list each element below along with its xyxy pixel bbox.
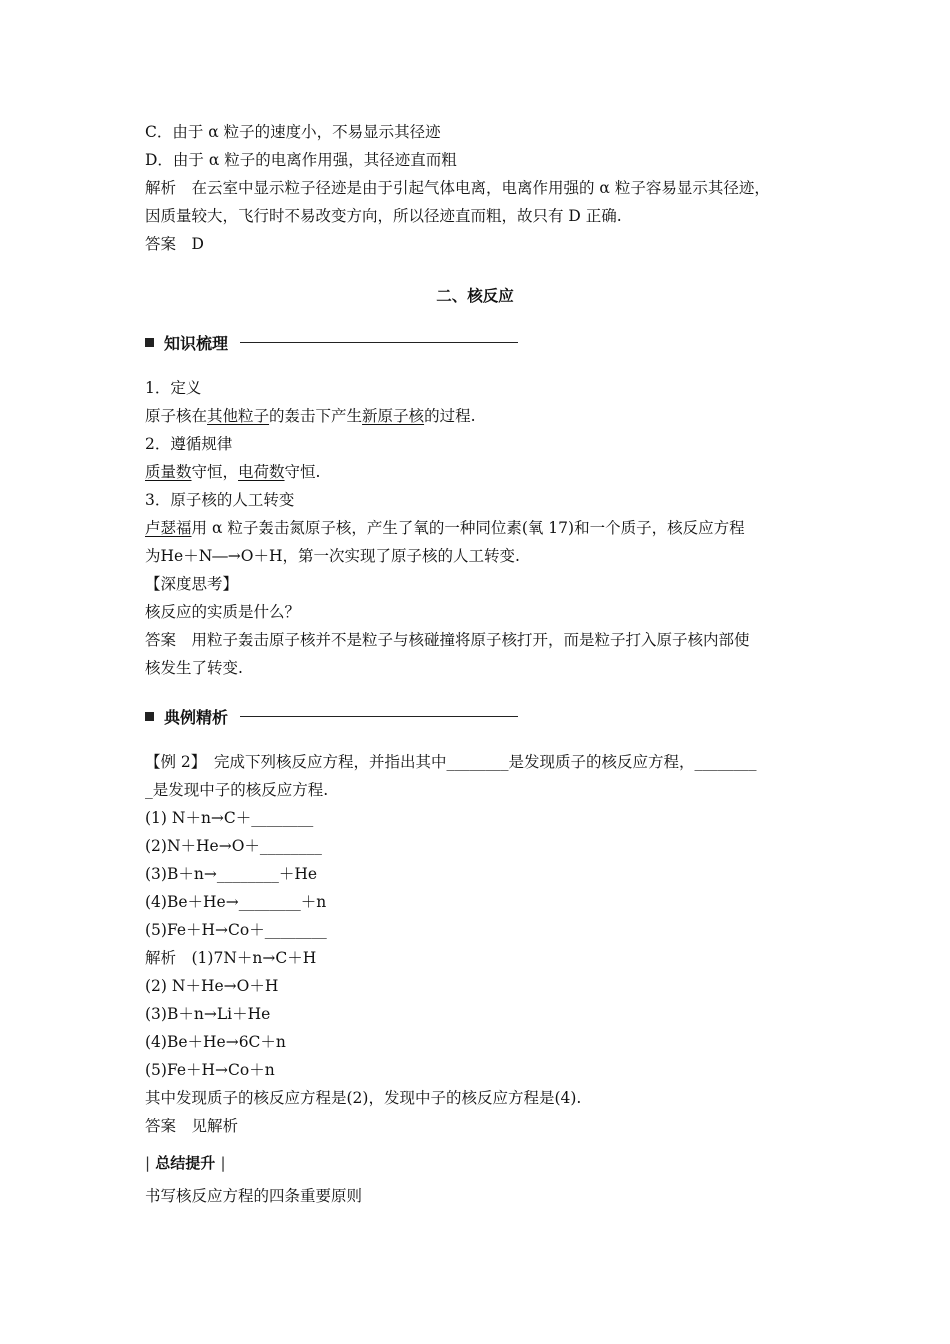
square-bullet-icon (145, 338, 154, 347)
examples-heading-label: 典例精析 (164, 707, 229, 727)
solution-4: (4)Be＋He→6C＋n (145, 1033, 286, 1051)
knowledge-heading (145, 330, 518, 354)
artificial-line-2: 为He＋N―→O＋H，第一次实现了原子核的人工转变. (145, 547, 520, 565)
option-d: D．由于 α 粒子的电离作用强，其径迹直而粗 (145, 151, 457, 169)
summary-heading (145, 1152, 226, 1173)
solution-5: (5)Fe＋H→Co＋n (145, 1061, 275, 1079)
answer-line: 答案 D (145, 235, 204, 253)
definition-pre: 原子核在 (145, 407, 208, 425)
solution-1: 解析 (1)7N＋n→C＋H (145, 949, 317, 967)
definition-title: 1．定义 (145, 379, 202, 397)
law-post: 守恒. (284, 463, 321, 481)
question-1: (1) N＋n→C＋________ (145, 809, 314, 827)
summary-bar-right: | (220, 1154, 226, 1172)
question-5: (5)Fe＋H→Co＋________ (145, 921, 327, 939)
analysis-line-1: 解析 在云室中显示粒子径迹是由于引起气体电离，电离作用强的 α 粒子容易显示其径迹， (145, 179, 770, 197)
summary-text: 书写核反应方程的四条重要原则 (145, 1187, 363, 1205)
law-underline-1: 质量数 (145, 463, 192, 481)
definition-mid: 的轰击下产生 (269, 407, 363, 425)
definition-underline-1: 其他粒子 (207, 407, 270, 425)
definition-post: 的过程. (424, 407, 476, 425)
question-3: (3)B＋n→________＋He (145, 865, 318, 883)
question-4: (4)Be＋He→________＋n (145, 893, 327, 911)
question-2: (2)N＋He→O＋________ (145, 837, 322, 855)
examples-heading (145, 704, 518, 728)
deep-think-question: 核反应的实质是什么？ (145, 603, 301, 621)
analysis-line-2: 因质量较大，飞行时不易改变方向，所以径迹直而粗，故只有 D 正确. (145, 207, 622, 225)
artificial-title: 3．原子核的人工转变 (145, 491, 295, 509)
artificial-text-1: 用 α 粒子轰击氮原子核，产生了氧的一种同位素(氧 17)和一个质子，核反应方程 (191, 519, 745, 537)
deep-think-answer-2: 核发生了转变. (145, 659, 243, 677)
law-title: 2．遵循规律 (145, 435, 233, 453)
summary-label: 总结提升 (155, 1154, 216, 1172)
knowledge-heading-label: 知识梳理 (164, 333, 229, 353)
deep-think-answer-1: 答案 用粒子轰击原子核并不是粒子与核碰撞将原子核打开，而是粒子打入原子核内部使 (145, 631, 750, 649)
option-c: C．由于 α 粒子的速度小，不易显示其径迹 (145, 123, 441, 141)
section-title: 二、核反应 (436, 287, 514, 305)
example-line-1: 【例 2】 完成下列核反应方程，并指出其中________是发现质子的核反应方程，________ (145, 753, 757, 771)
deep-think-title: 【深度思考】 (145, 575, 239, 593)
heading-rule (240, 342, 518, 343)
heading-rule (240, 716, 518, 717)
artificial-underline: 卢瑟福 (145, 519, 192, 537)
conclusion: 其中发现质子的核反应方程是(2)，发现中子的核反应方程是(4). (145, 1089, 582, 1107)
law-mid: 守恒， (191, 463, 239, 481)
square-bullet-icon (145, 712, 154, 721)
law-underline-2: 电荷数 (238, 463, 285, 481)
definition-underline-2: 新原子核 (362, 407, 425, 425)
summary-bar-left: | (145, 1154, 151, 1172)
solution-2: (2) N＋He→O＋H (145, 977, 279, 995)
artificial-line-1 (145, 518, 745, 538)
solution-3: (3)B＋n→Li＋He (145, 1005, 271, 1023)
law-text (145, 462, 320, 482)
example-line-2: _是发现中子的核反应方程. (145, 781, 329, 799)
definition-text (145, 406, 476, 426)
example-answer: 答案 见解析 (145, 1117, 239, 1135)
